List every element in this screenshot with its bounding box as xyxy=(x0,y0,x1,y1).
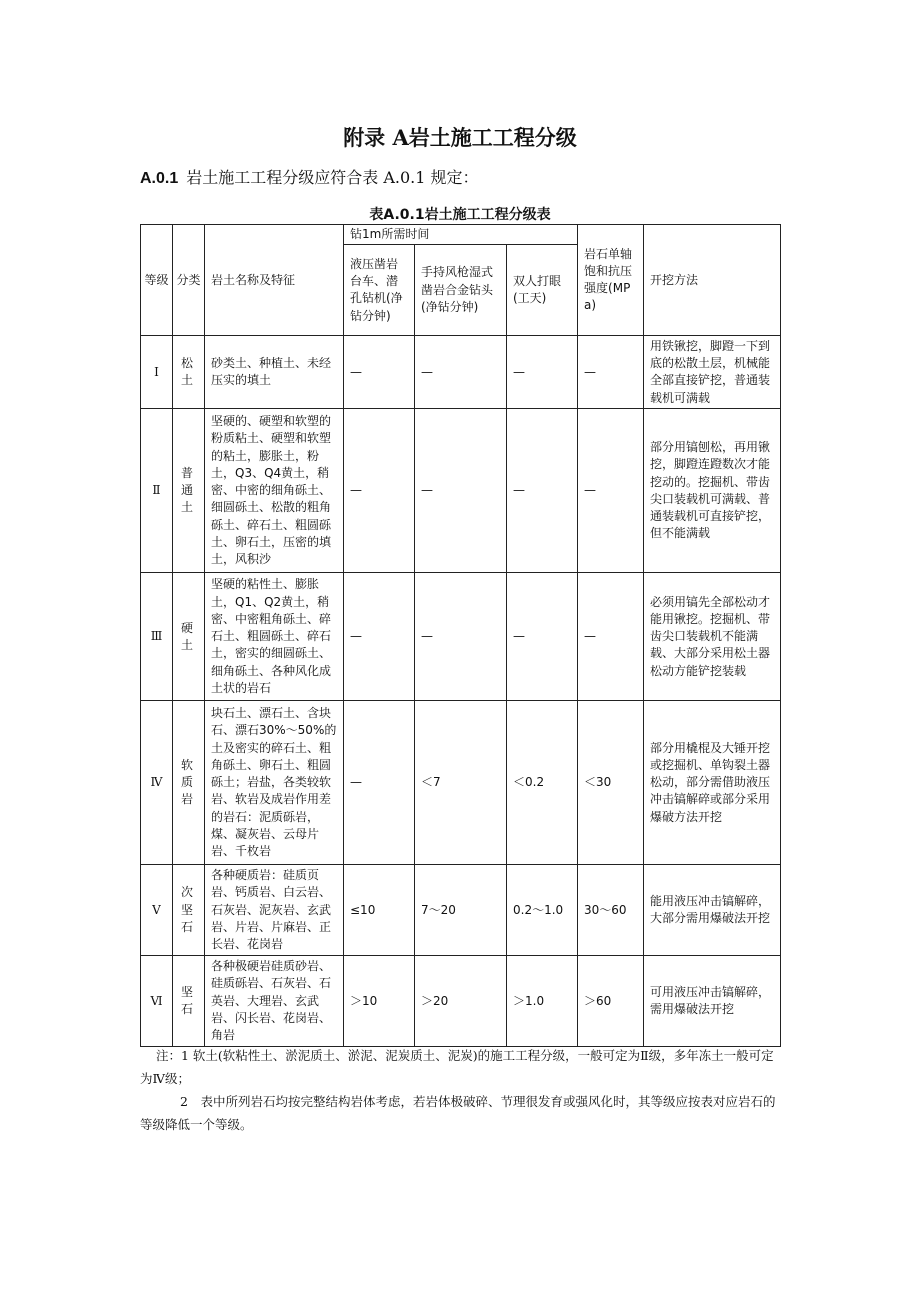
name-cell: 各种极硬岩硅质砂岩、硅质砾岩、石灰岩、石英岩、大理岩、玄武岩、闪长岩、花岗岩、角岩 xyxy=(205,956,344,1047)
grade-cell: Ⅰ xyxy=(141,336,173,409)
drill-manual-cell: ＜0.2 xyxy=(507,701,578,865)
table-row xyxy=(141,409,781,573)
method-cell: 必须用镐先全部松动才能用锹挖。挖掘机、带齿尖口装载机不能满载、大部分采用松土器松动方能铲挖装载 xyxy=(644,573,781,701)
class-cell: 软质岩 xyxy=(173,701,205,865)
drill-manual-cell: — xyxy=(507,573,578,701)
drill-handheld-cell: 7～20 xyxy=(415,865,507,956)
strength-cell: ＞60 xyxy=(578,956,644,1047)
grade-cell: Ⅵ xyxy=(141,956,173,1047)
drill-handheld-cell: — xyxy=(415,573,507,701)
drill-hydraulic-cell: — xyxy=(344,573,415,701)
name-cell: 块石土、漂石土、含块石、漂石30%～50%的土及密实的碎石土、粗角砾土、卵石土、粗圆砾土；岩盐，各类较软岩、软岩及成岩作用差的岩石：泥质砾岩，煤、凝灰岩、云母片岩、千枚岩 xyxy=(205,701,344,865)
header-method: 开挖方法 xyxy=(644,225,781,336)
header-strength: 岩石单轴饱和抗压强度(MPa) xyxy=(578,225,644,336)
strength-cell: 30～60 xyxy=(578,865,644,956)
header-class: 分类 xyxy=(173,225,205,336)
name-cell: 砂类土、种植土、未经压实的填土 xyxy=(205,336,344,409)
table-row xyxy=(141,573,781,701)
page-title: 附录 A岩土施工工程分级 xyxy=(343,125,577,150)
clause-a01 xyxy=(140,165,479,188)
class-cell: 次坚石 xyxy=(173,865,205,956)
drill-manual-cell: ＞1.0 xyxy=(507,956,578,1047)
header-name: 岩土名称及特征 xyxy=(205,225,344,336)
drill-handheld-cell: ＞20 xyxy=(415,956,507,1047)
grade-cell: Ⅱ xyxy=(141,409,173,573)
name-cell: 坚硬的、硬塑和软塑的粉质粘土、硬塑和软塑的粘土，膨胀土，粉土，Q3、Q4黄土，稍密、中密的细角砾土、细圆砾土、松散的粗角砾土、碎石土、粗圆砾土、卵石土，压密的填土，风积沙 xyxy=(205,409,344,573)
class-cell: 普通土 xyxy=(173,409,205,573)
clause-text: 岩土施工工程分级应符合表 A.0.1 规定： xyxy=(186,168,479,187)
class-cell: 坚石 xyxy=(173,956,205,1047)
table-row xyxy=(141,336,781,409)
drill-handheld-cell: — xyxy=(415,409,507,573)
grade-cell: Ⅴ xyxy=(141,865,173,956)
drill-manual-cell: — xyxy=(507,409,578,573)
strength-cell: ＜30 xyxy=(578,701,644,865)
table-row xyxy=(141,701,781,865)
method-cell: 部分用镐刨松，再用锹挖，脚蹬连蹬数次才能挖动的。挖掘机、带齿尖口装载机可满载、普通装载机可直接铲挖，但不能满载 xyxy=(644,409,781,573)
drill-hydraulic-cell: ＞10 xyxy=(344,956,415,1047)
strength-cell: — xyxy=(578,336,644,409)
method-cell: 能用液压冲击镐解碎，大部分需用爆破法开挖 xyxy=(644,865,781,956)
grading-table xyxy=(140,224,781,1047)
class-cell: 硬土 xyxy=(173,573,205,701)
method-cell: 用铁锹挖，脚蹬一下到底的松散土层，机械能全部直接铲挖，普通装载机可满载 xyxy=(644,336,781,409)
method-cell: 部分用橇棍及大锤开挖或挖掘机、单钩裂土器松动，部分需借助液压冲击镐解碎或部分采用爆破方法开挖 xyxy=(644,701,781,865)
name-cell: 各种硬质岩：硅质页岩、钙质岩、白云岩、石灰岩、泥灰岩、玄武岩、片岩、片麻岩、正长岩、花岗岩 xyxy=(205,865,344,956)
drill-hydraulic-cell: ≤10 xyxy=(344,865,415,956)
strength-cell: — xyxy=(578,409,644,573)
header-grade: 等级 xyxy=(141,225,173,336)
header-drill-manual: 双人打眼(工天) xyxy=(507,245,578,336)
drill-manual-cell: — xyxy=(507,336,578,409)
table-row xyxy=(141,865,781,956)
table-notes xyxy=(140,1044,780,1136)
drill-handheld-cell: ＜7 xyxy=(415,701,507,865)
class-cell: 松土 xyxy=(173,336,205,409)
grade-cell: Ⅳ xyxy=(141,701,173,865)
table-row xyxy=(141,956,781,1047)
drill-hydraulic-cell: — xyxy=(344,336,415,409)
header-drill-hydraulic: 液压凿岩台车、潜孔钻机(净钻分钟) xyxy=(344,245,415,336)
method-cell: 可用液压冲击镐解碎，需用爆破法开挖 xyxy=(644,956,781,1047)
header-drill-handheld: 手持风枪湿式凿岩合金钻头(净钻分钟) xyxy=(415,245,507,336)
drill-manual-cell: 0.2～1.0 xyxy=(507,865,578,956)
note-1: 注：1 软土(软粘性土、淤泥质土、淤泥、泥炭质土、泥炭)的施工工程分级，一般可定为Ⅱ级，多年冻土一般可定为Ⅳ级； xyxy=(140,1048,774,1086)
header-row xyxy=(141,225,781,245)
name-cell: 坚硬的粘性土、膨胀土，Q1、Q2黄土，稍密、中密粗角砾土、碎石土、粗圆砾土、碎石土，密实的细圆砾土、细角砾土、各种风化成土状的岩石 xyxy=(205,573,344,701)
note-2: 2 表中所列岩石均按完整结构岩体考虑，若岩体极破碎、节理很发育或强风化时，其等级应按表对应岩石的等级降低一个等级。 xyxy=(140,1094,776,1132)
drill-hydraulic-cell: — xyxy=(344,409,415,573)
clause-number: A.0.1 xyxy=(140,170,179,187)
strength-cell: — xyxy=(578,573,644,701)
drill-hydraulic-cell: — xyxy=(344,701,415,865)
drill-handheld-cell: — xyxy=(415,336,507,409)
table-caption: 表A.0.1岩土施工工程分级表 xyxy=(369,207,551,223)
header-drill-group: 钻1m所需时间 xyxy=(344,225,578,245)
grade-cell: Ⅲ xyxy=(141,573,173,701)
